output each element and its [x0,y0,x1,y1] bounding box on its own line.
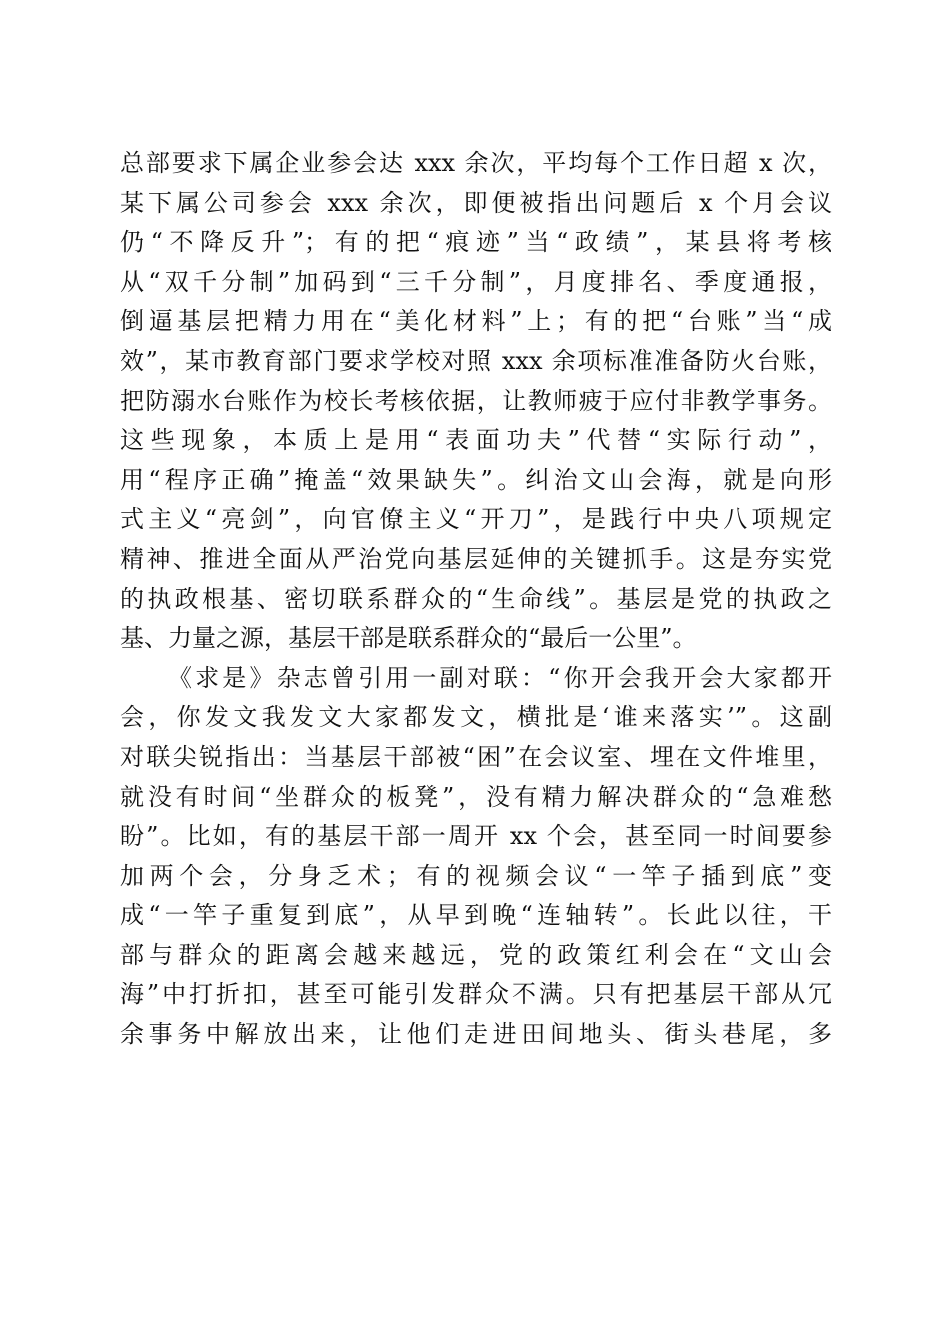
paragraph-1-line: 的执政根基、密切联系群众的“生命线”。基层是党的执政之 [120,584,832,613]
paragraph-2-line: 盼”。比如，有的基层干部一周开 xx 个会，甚至同一时间要参 [120,822,832,851]
paragraph-2-line: 成“一竿子重复到底”，从早到晚“连轴转”。长此以往，干 [120,901,832,930]
paragraph-2-line: 余事务中解放出来，让他们走进田间地头、街头巷尾，多 [120,1020,832,1049]
paragraph-2-line: 《求是》杂志曾引用一副对联：“你开会我开会大家都开 [168,663,832,692]
paragraph-1-line: 精神、推进全面从严治党向基层延伸的关键抓手。这是夯实党 [120,544,832,573]
paragraph-2-line: 对联尖锐指出：当基层干部被“困”在会议室、埋在文件堆里， [120,742,832,771]
paragraph-1-line: 总部要求下属企业参会达 xxx 余次，平均每个工作日超 x 次， [120,149,832,177]
document-body [120,144,832,1055]
paragraph-2-line: 加两个会，分身乏术；有的视频会议“一竿子插到底”变 [120,861,832,890]
paragraph-2-line: 就没有时间“坐群众的板凳”，没有精力解决群众的“急难愁 [120,782,832,811]
paragraph-1-line: 仍“不降反升”；有的把“痕迹”当“政绩”，某县将考核 [120,228,832,257]
paragraph-2 [120,659,832,1055]
paragraph-1-line: 倒逼基层把精力用在“美化材料”上；有的把“台账”当“成 [120,307,832,336]
paragraph-1-line: 式主义“亮剑”，向官僚主义“开刀”，是践行中央八项规定 [120,505,832,534]
paragraph-1 [120,144,832,659]
paragraph-2-line: 会，你发文我发文大家都发文，横批是‘谁来落实’”。这副 [120,703,832,732]
paragraph-1-line: 效”，某市教育部门要求学校对照 xxx 余项标准准备防火台账， [120,346,832,375]
paragraph-1-line: 某下属公司参会 xxx 余次，即便被指出问题后 x 个月会议 [120,188,832,217]
paragraph-1-line: 把防溺水台账作为校长考核依据，让教师疲于应付非教学事务。 [120,386,832,415]
paragraph-1-line: 基、力量之源，基层干部是联系群众的“最后一公里”。 [120,624,697,653]
paragraph-1-line: 用“程序正确”掩盖“效果缺失”。纠治文山会海，就是向形 [120,465,832,494]
paragraph-1-line: 从“双千分制”加码到“三千分制”，月度排名、季度通报， [120,267,832,296]
paragraph-2-line: 海”中打折扣，甚至可能引发群众不满。只有把基层干部从冗 [120,980,832,1009]
paragraph-1-line: 这些现象，本质上是用“表面功夫”代替“实际行动”， [120,426,832,455]
paragraph-2-line: 部与群众的距离会越来越远，党的政策红利会在“文山会 [120,940,832,969]
